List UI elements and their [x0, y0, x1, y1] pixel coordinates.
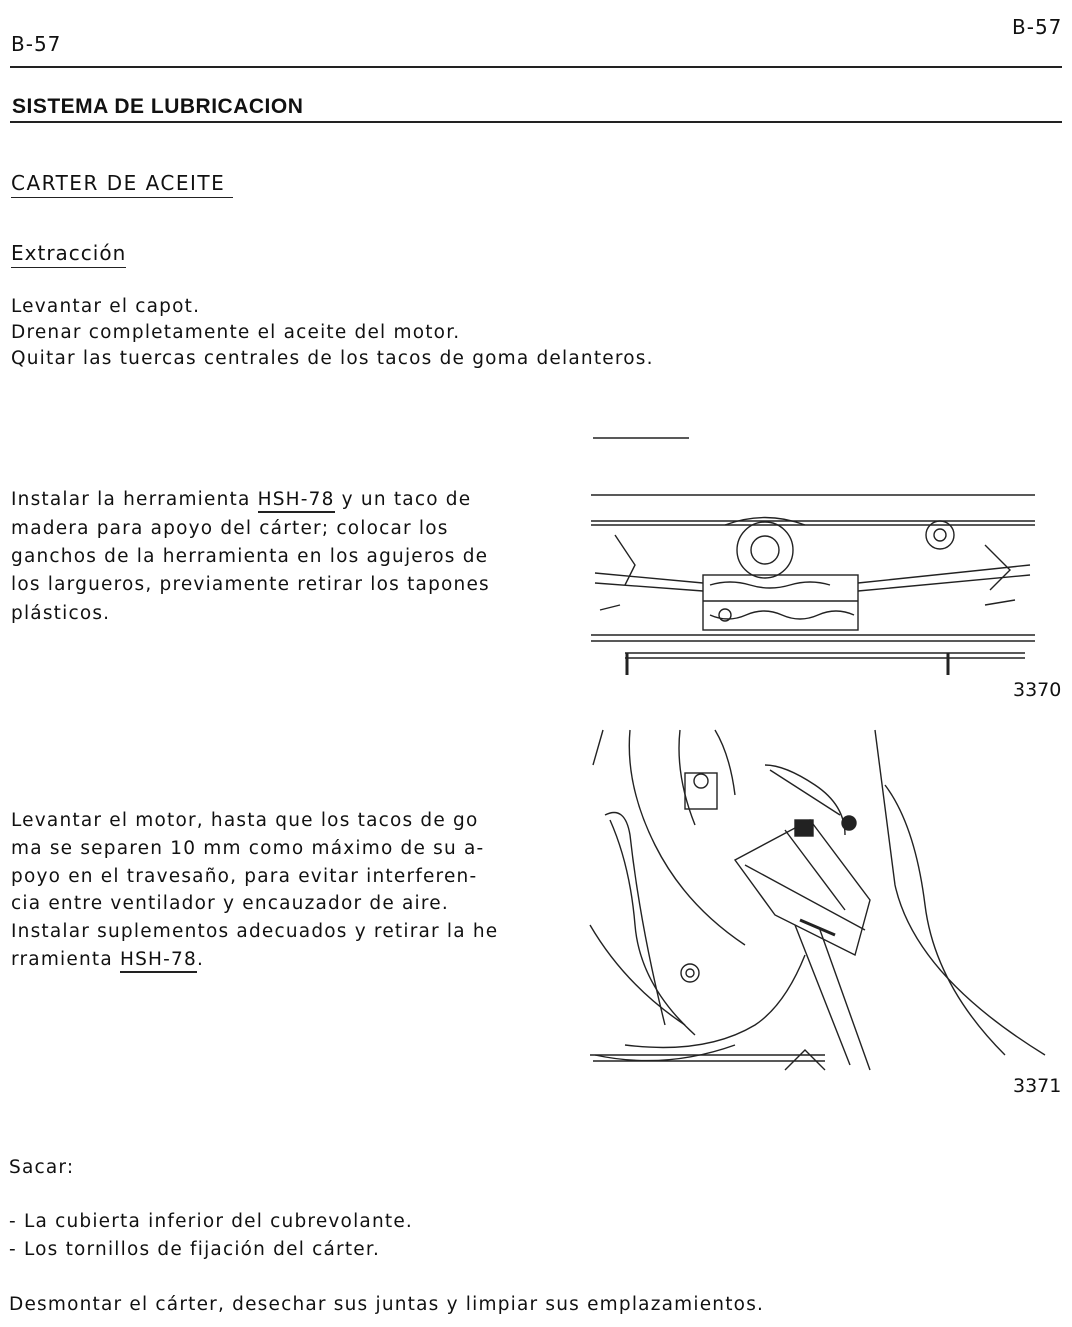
figure-number-3370: 3370 — [1013, 679, 1062, 701]
tool-paragraph-text: Instalar la herramienta — [11, 489, 258, 510]
tool-paragraph-line-2: madera para apoyo del cárter; colocar los — [11, 518, 449, 539]
tool-paragraph-line-5: plásticos. — [11, 603, 111, 624]
tool-code: HSH-78 — [258, 489, 335, 513]
subsection-heading: Extracción — [11, 241, 126, 268]
tool-paragraph-line-1 — [11, 489, 471, 510]
step-line-1: Levantar el capot. — [11, 296, 201, 317]
header-rule-top — [10, 66, 1062, 68]
figure-3370-illustration — [585, 425, 1040, 685]
lift-paragraph-line-3: poyo en el travesaño, para evitar interferen- — [11, 866, 478, 887]
tool-code: HSH-78 — [120, 949, 197, 973]
page-number-right: B-57 — [1012, 15, 1063, 39]
remove-label: Sacar: — [9, 1157, 75, 1178]
tool-paragraph-text: y un taco de — [334, 489, 472, 510]
lift-paragraph-line-6 — [11, 949, 204, 970]
tool-paragraph-line-3: ganchos de la herramienta en los agujeros de — [11, 546, 489, 567]
final-instruction: Desmontar el cárter, desechar sus juntas y limpiar sus emplazamientos. — [9, 1294, 765, 1315]
step-line-2: Drenar completamente el aceite del motor. — [11, 322, 461, 343]
section-heading: CARTER DE ACEITE — [11, 171, 233, 198]
step-line-3: Quitar las tuercas centrales de los tacos de goma delanteros. — [11, 348, 654, 369]
lift-paragraph-line-4: cia entre ventilador y encauzador de aire. — [11, 893, 449, 914]
page-title: SISTEMA DE LUBRICACION — [12, 95, 304, 118]
figure-3371-illustration — [585, 725, 1055, 1075]
lift-paragraph-line-1: Levantar el motor, hasta que los tacos de go — [11, 810, 479, 831]
lift-paragraph-text: . — [196, 949, 205, 970]
figure-number-3371: 3371 — [1013, 1075, 1062, 1097]
tool-paragraph-line-4: los largueros, previamente retirar los tapones — [11, 574, 490, 595]
lift-paragraph-text: rramienta — [11, 949, 120, 970]
remove-item-1: - La cubierta inferior del cubrevolante. — [9, 1211, 413, 1232]
page-number-left: B-57 — [11, 32, 62, 56]
remove-item-2: - Los tornillos de fijación del cárter. — [9, 1239, 381, 1260]
lift-paragraph-line-5: Instalar suplementos adecuados y retirar la he — [11, 921, 499, 942]
lift-paragraph-line-2: ma se separen 10 mm como máximo de su a- — [11, 838, 485, 859]
header-rule-bottom — [10, 121, 1062, 123]
